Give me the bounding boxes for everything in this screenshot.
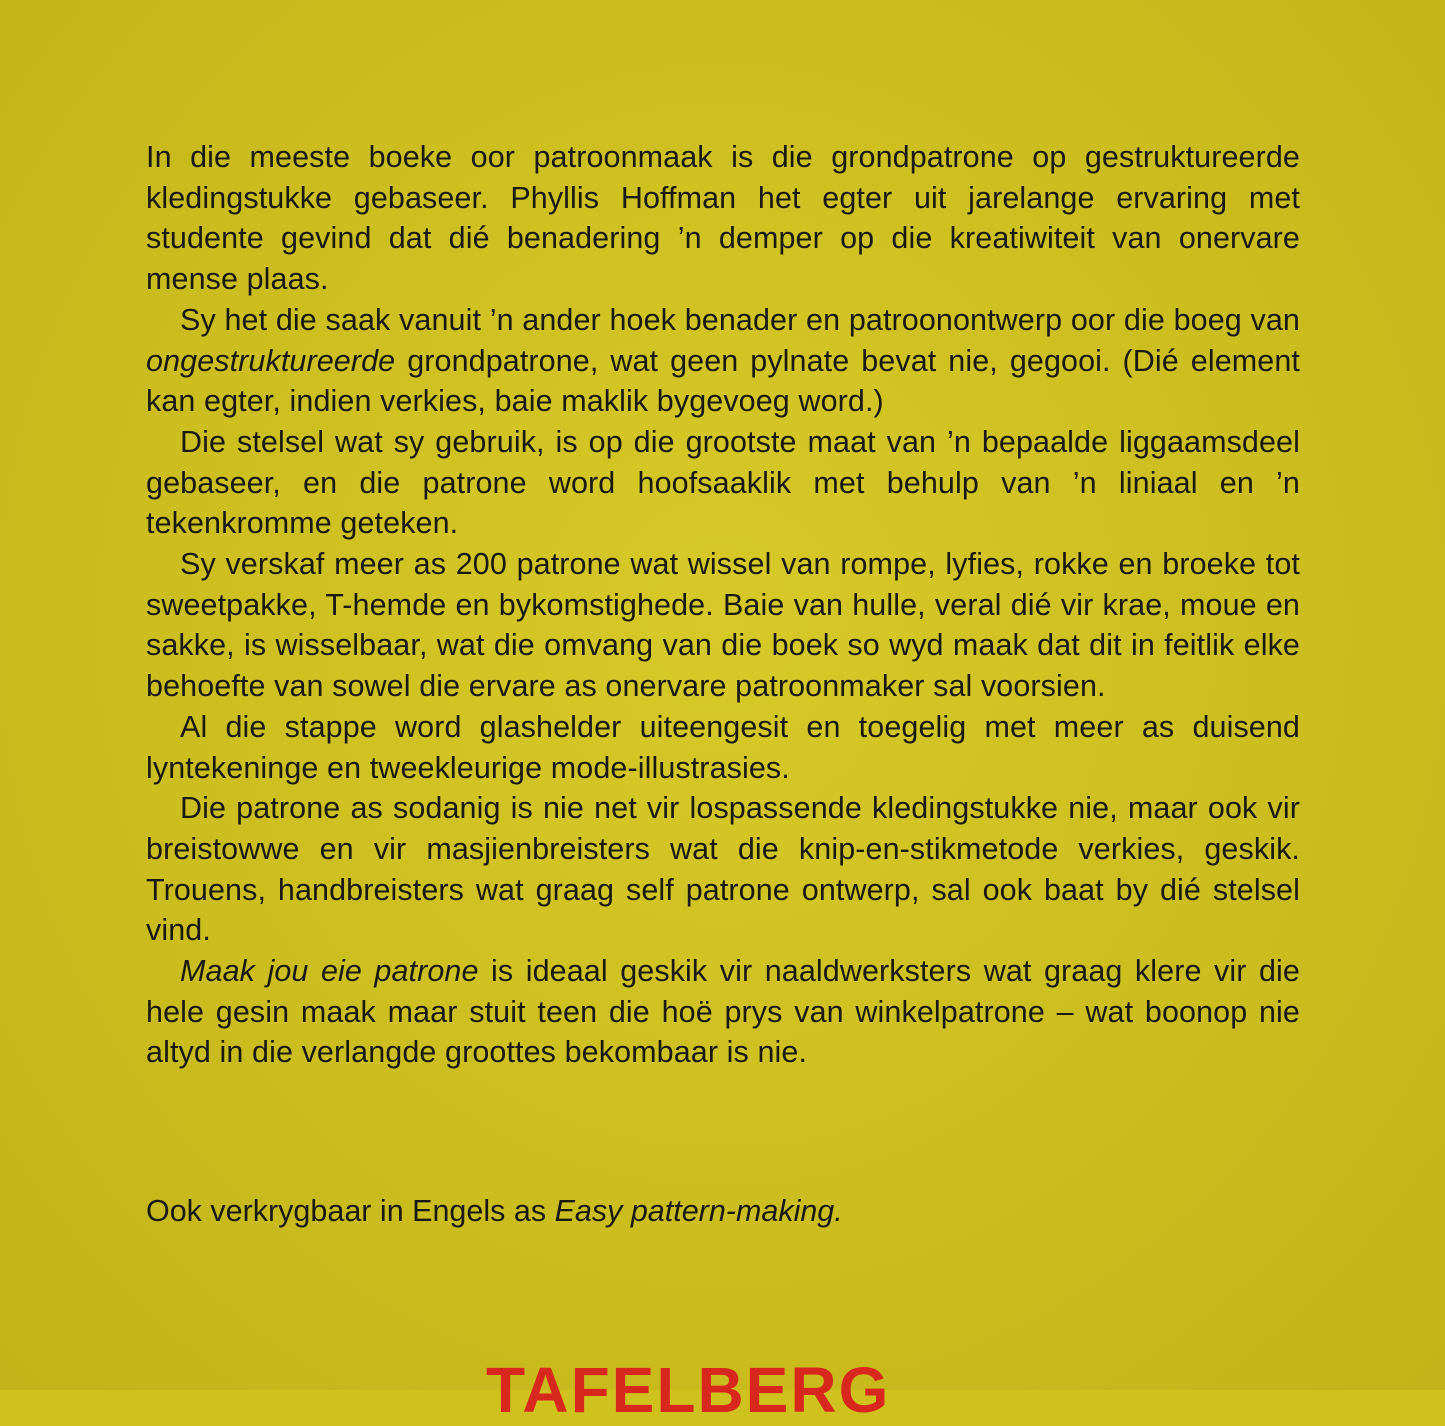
also-available-prefix: Ook verkrygbaar in Engels as — [146, 1194, 555, 1228]
book-title-italic: Maak jou eie patrone — [180, 954, 479, 989]
english-title: Easy pattern-making. — [554, 1194, 843, 1228]
blurb-paragraph-2-end: grondpatrone, wat geen pylnate bevat nie, gegooi. (Dié element kan egter, indien verkies, baie maklik bygevoeg word.) — [146, 343, 1300, 419]
publisher-logo: TAFELBERG — [486, 1354, 891, 1426]
blurb-paragraph-4: Sy verskaf meer as 200 patrone wat wissel van rompe, lyfies, rokke en broeke tot sweetpakke, T-hemde en bykomstighede. Baie van hulle, veral dié vir krae, moue en sakke, is wisselbaar, wat die omvang van die boek so wyd maak dat dit in feitlik elke behoefte van sowel die ervare as onervare patroonmaker sal voorsien. — [146, 547, 1300, 704]
blurb-paragraph-1: In die meeste boeke oor patroonmaak is die grondpatrone op gestruktureerde kledingstukke gebaseer. Phyllis Hoffman het egter uit jarelange ervaring met studente gevind dat dié benadering ’n demper op die kreatiwiteit van onervare mense plaas. — [146, 140, 1300, 297]
blurb-paragraph-2-emphasis: ongestruktureerde — [146, 343, 396, 378]
also-available-note — [146, 1191, 843, 1231]
blurb-paragraph-5: Al die stappe word glashelder uiteengesit en toegelig met meer as duisend lyntekeninge en tweekleurige mode-illustrasies. — [146, 709, 1300, 785]
blurb-text — [146, 137, 1300, 1073]
blurb-paragraph-7 — [146, 951, 1300, 1073]
blurb-paragraph-2-start: Sy het die saak vanuit ’n ander hoek benader en patroonontwerp oor die boeg van — [180, 302, 1300, 337]
blurb-paragraph-6: Die patrone as sodanig is nie net vir lospassende kledingstukke nie, maar ook vir breistowwe en vir masjienbreisters wat die knip-en-stikmetode verkies, geskik. Trouens, handbreisters wat graag self patrone ontwerp, sal ook baat by dié stelsel vind. — [146, 791, 1300, 948]
blurb-paragraph-2 — [146, 300, 1300, 422]
blurb-paragraph-7-end: is ideaal geskik vir naaldwerksters wat graag klere vir die hele gesin maak maar stuit teen die hoë prys van winkelpatrone – wat boonop nie altyd in die verlangde groottes bekombaar is nie. — [146, 954, 1300, 1070]
blurb-paragraph-3: Die stelsel wat sy gebruik, is op die grootste maat van ’n bepaalde liggaamsdeel gebaseer, en die patrone word hoofsaaklik met behulp van ’n liniaal en ’n tekenkromme geteken. — [146, 424, 1300, 541]
